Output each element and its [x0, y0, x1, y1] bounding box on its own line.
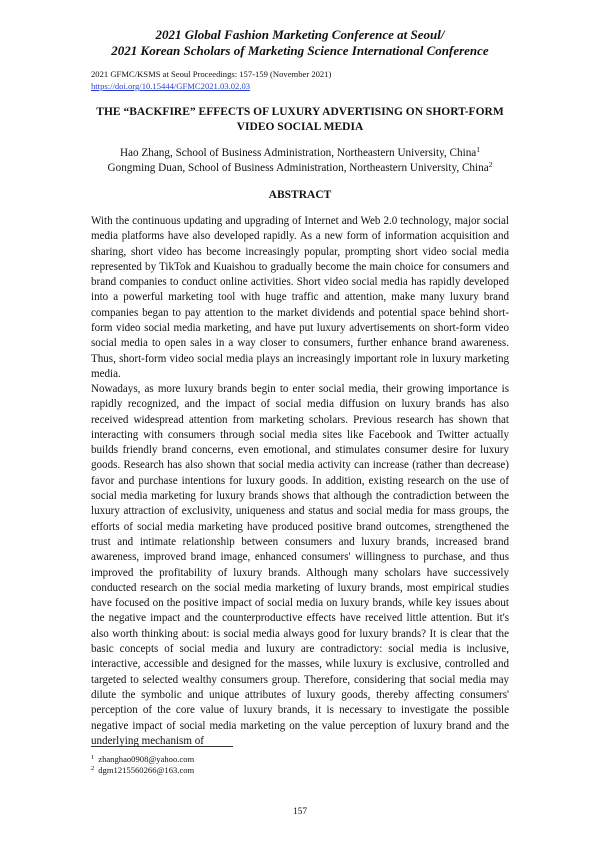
proceedings-citation: 2021 GFMC/KSMS at Seoul Proceedings: 157-159 (November 2021): [91, 69, 332, 79]
author-line-1: [0, 146, 600, 160]
page-number: 157: [292, 807, 308, 817]
author-line-2: [0, 161, 600, 175]
author-name-affiliation: Gongming Duan, School of Business Administration, Northeastern University, China: [107, 162, 489, 174]
footnote-2: [91, 765, 194, 776]
footnote-email: zhanghao0908@yahoo.com: [98, 754, 195, 764]
footnote-mark: 2: [91, 765, 95, 772]
abstract-paragraph-1: With the continuous updating and upgrading of Internet and Web 2.0 technology, major social media platforms have also developed rapidly. As a new form of information acquisition and sharing, short video has become increasingly popular, prompting short video social media represented by TikTok and Kuaishou to gradually become the main choice for consumers and brand companies to conduct online activities. Short video social media has rapidly developed into a powerful marketing tool with huge traffic and attention, make many luxury brand companies began to pay attention to the market dividends and potential space behind short-form video social media marketing, and have put luxury advertisements on short-form video social media to open sales in a way closer to consumers, further enhance brand awareness. Thus, short-form video social media plays an increasingly important role in luxury marketing media.: [91, 215, 509, 380]
footnote-mark: 1: [91, 754, 95, 761]
conference-title-line1: 2021 Global Fashion Marketing Conference at Seoul/: [155, 27, 445, 42]
paper-title: THE “BACKFIRE” EFFECTS OF LUXURY ADVERTISING ON SHORT-FORM VIDEO SOCIAL MEDIA: [96, 106, 504, 133]
footnote-divider: [91, 746, 233, 747]
footnote-marker: 2: [488, 160, 493, 169]
doi-link[interactable]: https://doi.org/10.15444/GFMC2021.03.02.03: [91, 81, 251, 91]
conference-title-line2: 2021 Korean Scholars of Marketing Science International Conference: [111, 43, 489, 58]
author-name-affiliation: Hao Zhang, School of Business Administration, Northeastern University, China: [119, 147, 477, 159]
abstract-paragraph-2: Nowadays, as more luxury brands begin to enter social media, their growing importance is rapidly recognized, and the impact of social media diffusion on luxury brands has also received widespread attention from marketing scholars. Previous research has shown that interacting with consumers through social media sites like Facebook and Twitter actually builds friendly brand concerns, even emotional, and stimulates consumer desire for luxury goods. Research has also shown that social media activity can increase (rather than decrease) favor and purchase intentions for luxury goods. In addition, existing research on the use of social media marketing for luxury brands shows that although the contradiction between the luxury attraction of exclusivity, uniqueness and status and social media for mass groups, the efforts of social media marketing have produced positive brand outcomes, strengthened the trust and intimate relationship between consumers and luxury brands, increased brand awareness, improved brand image, enhanced consumers' willingness to purchase, and thus improved the profitability of luxury brands. Although many scholars have successively conducted research on the social media marketing of luxury brands, most empirical studies have focused on the positive impact of social media on luxury brands, while key issues about the negative impact and the counterproductive effects have received little attention. But it's also worth thinking about: is social media always good for luxury brands? It is clear that the basic concepts of social media and luxury are contradictory: social media is inclusive, interactive, accessible and designed for the masses, while luxury is exclusive, controlled and targeted to selected wealthy consumers group. Therefore, considering that social media may dilute the symbolic and unique attributes of luxury goods, thereby affecting consumers' perception of the core value of luxury brands, it is necessary to investigate the possible negative impact of social media marketing on the value perception of luxury brand and the underlying mechanism of: [91, 383, 509, 747]
footnote-1: [91, 754, 194, 765]
footnote-email: dgm1215560266@163.com: [98, 765, 195, 775]
footnote-marker: 1: [476, 145, 481, 154]
abstract-heading: ABSTRACT: [268, 189, 332, 201]
